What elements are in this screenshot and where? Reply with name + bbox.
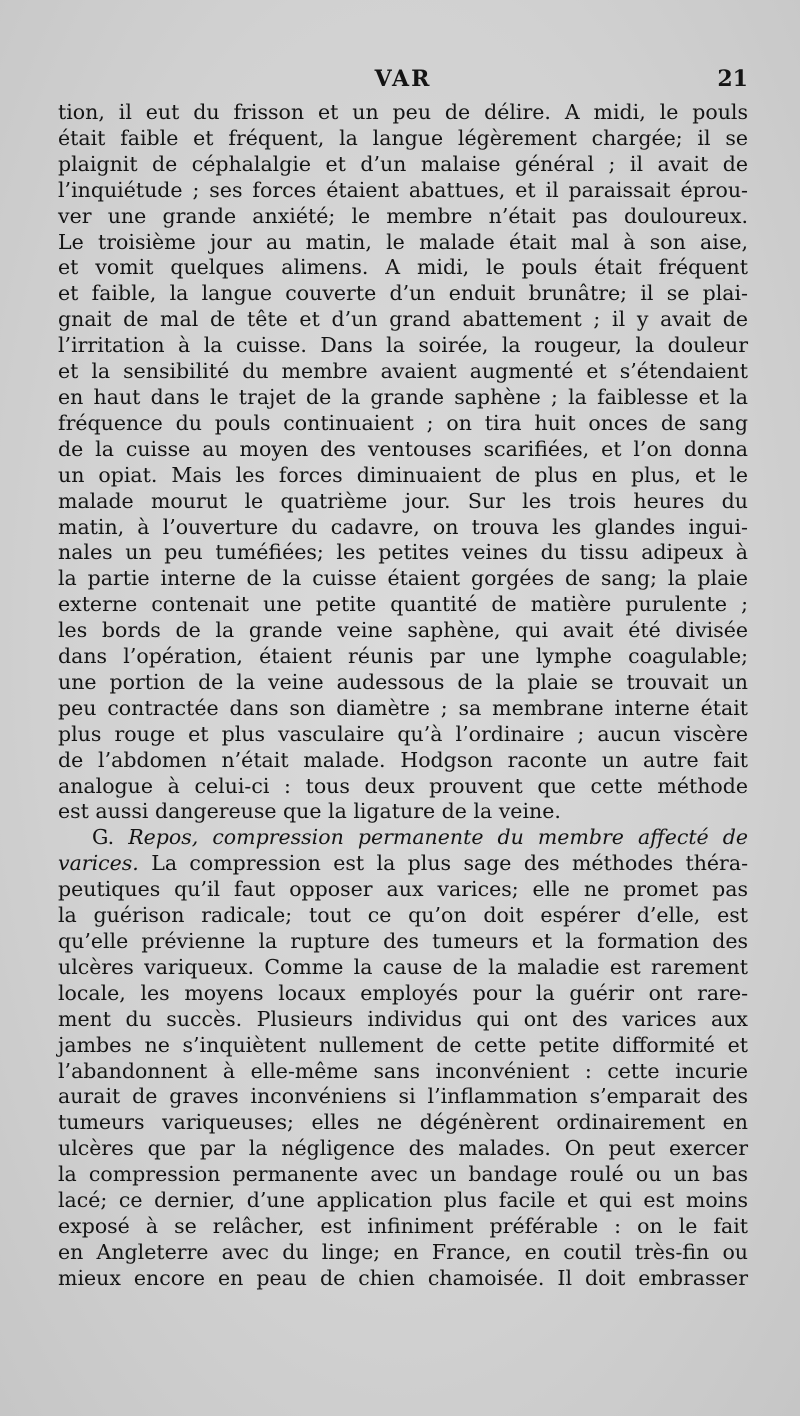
section-heading-end: varices. bbox=[58, 851, 139, 876]
text-line: était faible et fréquent, la langue légèrement chargée; il se bbox=[58, 125, 748, 150]
text-line: la compression permanente avec un bandage roulé ou un bas bbox=[58, 1162, 748, 1187]
paragraph-continuation bbox=[58, 100, 748, 825]
section-g bbox=[58, 825, 748, 1291]
text-line: ver une grande anxiété; le membre n’était pas douloureux. bbox=[58, 203, 748, 228]
text-line: analogue à celui-ci : tous deux prouvent que cette méthode bbox=[58, 773, 748, 798]
text-line: de l’abdomen n’était malade. Hodgson raconte un autre fait bbox=[58, 747, 748, 772]
text-line: peu contractée dans son diamètre ; sa membrane interne était bbox=[58, 695, 748, 720]
body-text bbox=[58, 100, 748, 1292]
text-line: jambes ne s’inquiètent nullement de cette petite difformité et bbox=[58, 1032, 748, 1057]
text-line: tumeurs variqueuses; elles ne dégénèrent ordinairement en bbox=[58, 1110, 748, 1135]
text-line: exposé à se relâcher, est infiniment préférable : on le fait bbox=[58, 1213, 748, 1238]
text-line: mieux encore en peau de chien chamoisée. Il doit embrasser bbox=[58, 1265, 748, 1290]
text-line: et la sensibilité du membre avaient augmenté et s’étendaient bbox=[58, 359, 748, 384]
text-line: l’inquiétude ; ses forces étaient abattues, et il paraissait éprou- bbox=[58, 177, 748, 202]
text-line: matin, à l’ouverture du cadavre, on trouva les glandes ingui- bbox=[58, 514, 748, 539]
text-line: peutiques qu’il faut opposer aux varices; elle ne promet pas bbox=[58, 877, 748, 902]
text-line: fréquence du pouls continuaient ; on tira huit onces de sang bbox=[58, 410, 748, 435]
text-line: qu’elle prévienne la rupture des tumeurs et la formation des bbox=[58, 929, 748, 953]
text-segment: La compression est la plus sage des méthodes théra- bbox=[151, 851, 748, 876]
text-line: dans l’opération, étaient réunis par une lymphe coagulable; bbox=[58, 644, 748, 669]
text-line: un opiat. Mais les forces diminuaient de plus en plus, et le bbox=[58, 462, 748, 487]
text-line: et vomit quelques alimens. A midi, le pouls était fréquent bbox=[58, 255, 748, 280]
page-number: 21 bbox=[717, 66, 748, 92]
text-line: et faible, la langue couverte d’un enduit brunâtre; il se plai- bbox=[58, 281, 748, 306]
text-line: malade mourut le quatrième jour. Sur les trois heures du bbox=[58, 488, 748, 513]
text-line: ment du succès. Plusieurs individus qui ont des varices aux bbox=[58, 1006, 748, 1031]
text-line: une portion de la veine audessous de la plaie se trouvait un bbox=[58, 669, 748, 694]
text-line: gnait de mal de tête et d’un grand abattement ; il y avait de bbox=[58, 307, 748, 332]
running-head: VAR bbox=[374, 66, 432, 92]
text-line: lacé; ce dernier, d’une application plus facile et qui est moins bbox=[58, 1188, 748, 1213]
text-line: plaignit de céphalalgie et d’un malaise général ; il avait de bbox=[58, 151, 748, 176]
text-line: de la cuisse au moyen des ventouses scarifiées, et l’on donna bbox=[58, 436, 748, 461]
text-line: nales un peu tuméfiées; les petites veines du tissu adipeux à bbox=[58, 540, 748, 565]
text-line: est aussi dangereuse que la ligature de la veine. bbox=[58, 799, 561, 824]
page-header bbox=[58, 66, 748, 102]
text-line: plus rouge et plus vasculaire qu’à l’ordinaire ; aucun viscère bbox=[58, 721, 748, 746]
text-line: la partie interne de la cuisse étaient gorgées de sang; la plaie bbox=[58, 566, 748, 591]
text-line: l’abandonnent à elle-même sans inconvénient : cette incurie bbox=[58, 1058, 748, 1083]
text-line: les bords de la grande veine saphène, qui avait été divisée bbox=[58, 618, 748, 643]
text-line: aurait de graves inconvéniens si l’inflammation s’emparait des bbox=[58, 1084, 748, 1109]
section-heading: Repos, compression permanente du membre affecté de bbox=[128, 825, 748, 850]
text-line: ulcères que par la négligence des malades. On peut exercer bbox=[58, 1136, 748, 1161]
text-line: ulcères variqueux. Comme la cause de la maladie est rarement bbox=[58, 954, 748, 979]
text-line: l’irritation à la cuisse. Dans la soirée, la rougeur, la douleur bbox=[58, 333, 748, 358]
text-line: en Angleterre avec du linge; en France, en coutil très-fin ou bbox=[58, 1239, 748, 1264]
text-line: externe contenait une petite quantité de matière purulente ; bbox=[58, 592, 748, 617]
section-g-heading-line bbox=[58, 825, 748, 851]
text-line: la guérison radicale; tout ce qu’on doit espérer d’elle, est bbox=[58, 903, 748, 928]
section-g-first-line bbox=[58, 851, 748, 877]
text-line: Le troisième jour au matin, le malade était mal à son aise, bbox=[58, 229, 748, 254]
text-line: locale, les moyens locaux employés pour la guérir ont rare- bbox=[58, 980, 748, 1005]
text-line: en haut dans le trajet de la grande saphène ; la faiblesse et la bbox=[58, 384, 748, 409]
section-label: G. bbox=[92, 825, 115, 850]
text-line: tion, il eut du frisson et un peu de délire. A midi, le pouls bbox=[58, 100, 748, 124]
